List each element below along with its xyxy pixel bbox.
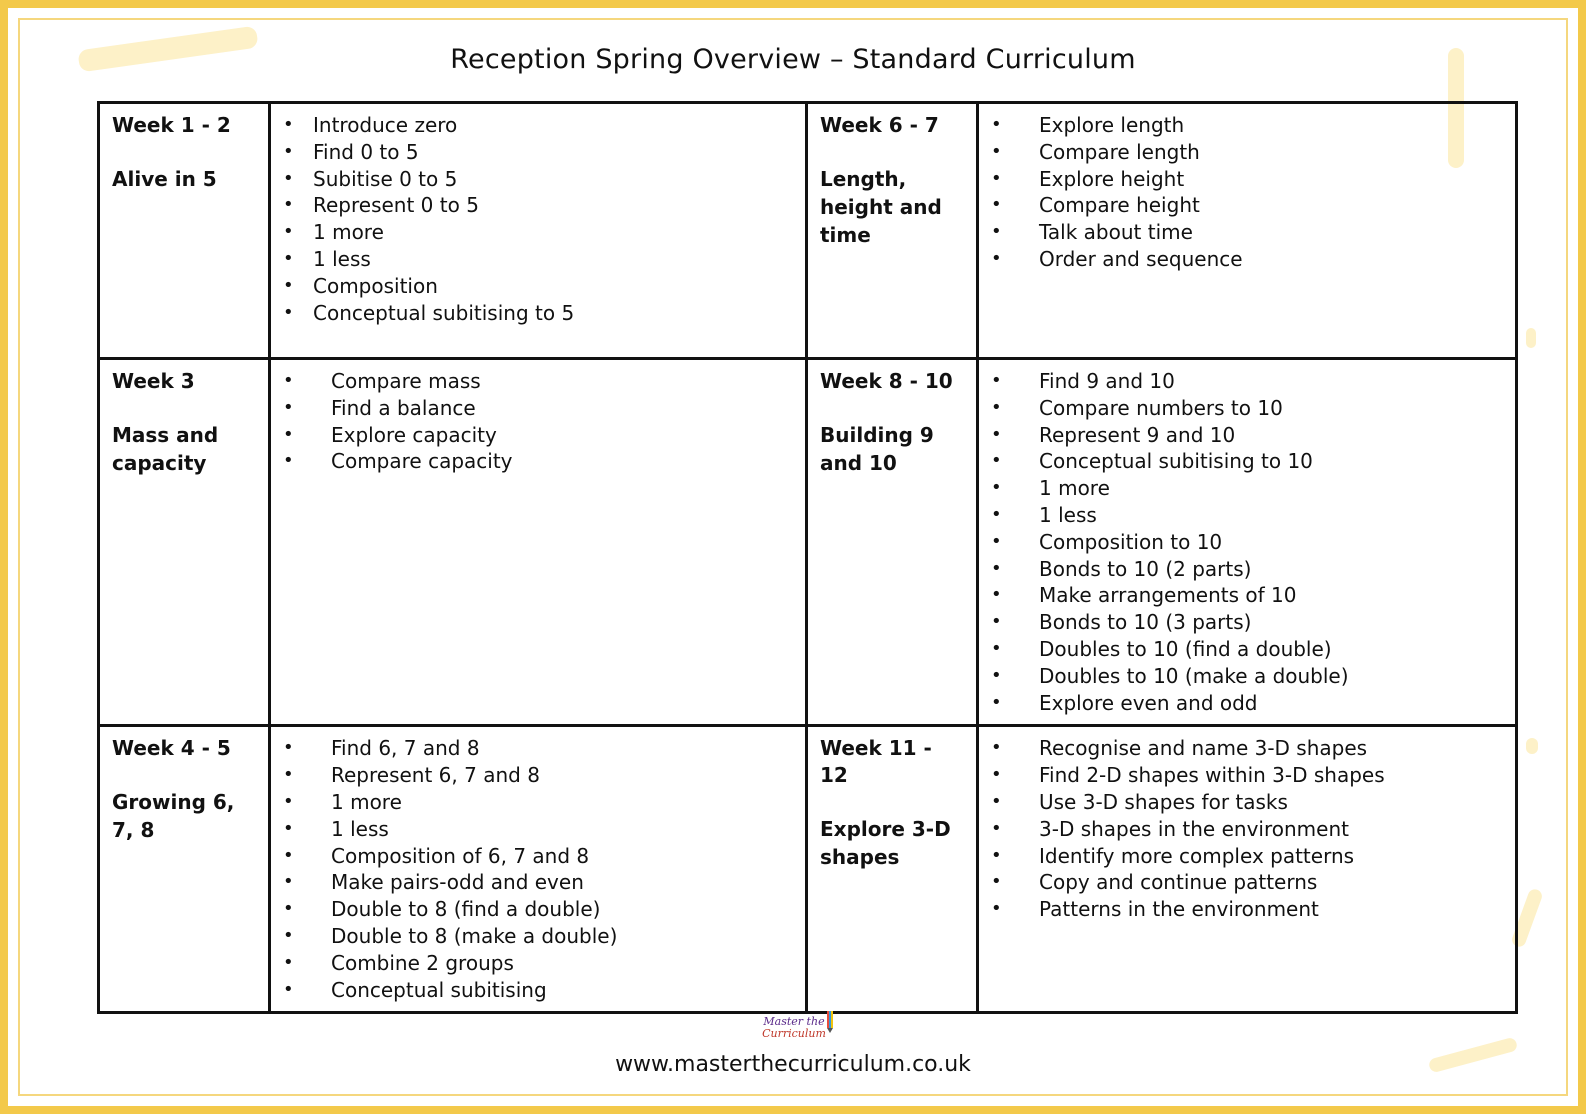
list-item: • Make arrangements of 10 xyxy=(991,582,1503,609)
list-item: • Represent 0 to 5 xyxy=(283,192,793,219)
pencil-icon xyxy=(826,1011,834,1033)
list-item: • Explore height xyxy=(991,166,1503,193)
objectives-list xyxy=(991,368,1503,716)
list-item: • Represent 9 and 10 xyxy=(991,422,1503,449)
list-item: • Find 6, 7 and 8 xyxy=(283,735,793,762)
curriculum-overview-table xyxy=(97,101,1518,1014)
topic-label: Alive in 5 xyxy=(112,167,217,191)
list-item: • Conceptual subitising to 5 xyxy=(283,300,793,327)
list-item: • Identify more complex patterns xyxy=(991,843,1503,870)
list-item: • Copy and continue patterns xyxy=(991,869,1503,896)
list-item: • Composition xyxy=(283,273,793,300)
list-item: • Recognise and name 3-D shapes xyxy=(991,735,1503,762)
list-item: • Find 9 and 10 xyxy=(991,368,1503,395)
week-label: Week 3 xyxy=(112,369,195,393)
list-item: • 1 more xyxy=(991,475,1503,502)
list-item: • Compare length xyxy=(991,139,1503,166)
list-item: • Bonds to 10 (3 parts) xyxy=(991,609,1503,636)
list-item: • Compare capacity xyxy=(283,448,793,475)
list-item: • Composition to 10 xyxy=(991,529,1503,556)
week-label: Week 4 - 5 xyxy=(112,736,231,761)
table-row xyxy=(99,726,1517,1013)
list-item: • Explore length xyxy=(991,112,1503,139)
list-item: • Double to 8 (make a double) xyxy=(283,923,793,950)
list-item: • Introduce zero xyxy=(283,112,793,139)
list-item: • Find a balance xyxy=(283,395,793,422)
week-cell xyxy=(807,359,978,726)
objectives-cell xyxy=(978,726,1517,1013)
week-label: Week 1 - 2 xyxy=(112,113,231,137)
list-item: • 1 less xyxy=(991,502,1503,529)
table-row xyxy=(99,103,1517,359)
list-item: • Compare mass xyxy=(283,368,793,395)
topic-label: Mass and capacity xyxy=(112,423,219,475)
list-item: • Find 0 to 5 xyxy=(283,139,793,166)
list-item: • 3-D shapes in the environment xyxy=(991,816,1503,843)
list-item: • Doubles to 10 (find a double) xyxy=(991,636,1503,663)
objectives-list xyxy=(991,112,1503,273)
objectives-list xyxy=(283,368,793,475)
list-item: • 1 less xyxy=(283,246,793,273)
objectives-cell xyxy=(270,103,807,359)
topic-label: Building 9 and 10 xyxy=(820,423,934,475)
list-item: • Double to 8 (find a double) xyxy=(283,896,793,923)
week-label: Week 6 - 7 xyxy=(820,113,939,137)
week-cell xyxy=(807,103,978,359)
list-item: • Patterns in the environment xyxy=(991,896,1503,923)
footer-website-link[interactable]: www.masterthecurriculum.co.uk xyxy=(615,1052,971,1077)
objectives-list xyxy=(991,735,1503,923)
list-item: • 1 more xyxy=(283,789,793,816)
week-cell xyxy=(99,359,270,726)
master-the-curriculum-logo[interactable] xyxy=(752,1011,836,1045)
list-item: • Order and sequence xyxy=(991,246,1503,273)
list-item: • Find 2-D shapes within 3-D shapes xyxy=(991,762,1503,789)
list-item: • Talk about time xyxy=(991,219,1503,246)
objectives-cell xyxy=(978,359,1517,726)
table-row xyxy=(99,359,1517,726)
topic-label: Explore 3-D shapes xyxy=(820,817,951,870)
list-item: • Make pairs-odd and even xyxy=(283,869,793,896)
week-cell xyxy=(99,726,270,1013)
objectives-list xyxy=(283,735,793,1003)
objectives-cell xyxy=(270,359,807,726)
list-item: • Bonds to 10 (2 parts) xyxy=(991,556,1503,583)
list-item: • Explore even and odd xyxy=(991,690,1503,717)
logo-text-top: Master the xyxy=(763,1015,825,1028)
list-item: • Conceptual subitising to 10 xyxy=(991,448,1503,475)
list-item: • Composition of 6, 7 and 8 xyxy=(283,843,793,870)
objectives-list xyxy=(283,112,793,326)
list-item: • Use 3-D shapes for tasks xyxy=(991,789,1503,816)
list-item: • Doubles to 10 (make a double) xyxy=(991,663,1503,690)
week-label: Week 8 - 10 xyxy=(820,369,953,393)
list-item: • Conceptual subitising xyxy=(283,977,793,1004)
page-title: Reception Spring Overview – Standard Curriculum xyxy=(450,44,1136,75)
topic-label: Growing 6, 7, 8 xyxy=(112,790,235,843)
week-label: Week 11 - 12 xyxy=(820,736,932,788)
list-item: • Subitise 0 to 5 xyxy=(283,166,793,193)
list-item: • 1 less xyxy=(283,816,793,843)
week-cell xyxy=(807,726,978,1013)
objectives-cell xyxy=(978,103,1517,359)
logo-text-bottom: Curriculum xyxy=(762,1027,826,1040)
list-item: • Combine 2 groups xyxy=(283,950,793,977)
topic-label: Length, height and time xyxy=(820,167,942,247)
week-cell xyxy=(99,103,270,359)
list-item: • Explore capacity xyxy=(283,422,793,449)
list-item: • Represent 6, 7 and 8 xyxy=(283,762,793,789)
list-item: • Compare numbers to 10 xyxy=(991,395,1503,422)
list-item: • 1 more xyxy=(283,219,793,246)
objectives-cell xyxy=(270,726,807,1013)
list-item: • Compare height xyxy=(991,192,1503,219)
